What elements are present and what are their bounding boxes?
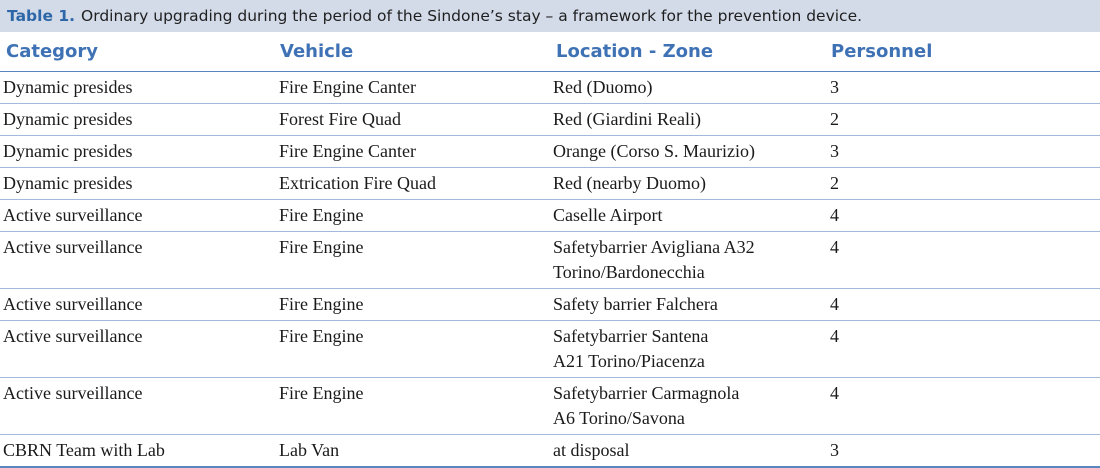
cell-personnel: 4 — [825, 289, 1100, 321]
cell-category: Active surveillance — [0, 321, 274, 378]
cell-vehicle: Fire Engine — [274, 289, 550, 321]
cell-vehicle: Lab Van — [274, 435, 550, 468]
cell-personnel: 2 — [825, 168, 1100, 200]
cell-vehicle: Fire Engine — [274, 378, 550, 435]
table-caption — [0, 0, 1100, 32]
cell-category: CBRN Team with Lab — [0, 435, 274, 468]
cell-personnel: 4 — [825, 200, 1100, 232]
cell-vehicle: Fire Engine Canter — [274, 136, 550, 168]
cell-vehicle: Fire Engine — [274, 321, 550, 378]
cell-vehicle: Extrication Fire Quad — [274, 168, 550, 200]
cell-personnel: 3 — [825, 136, 1100, 168]
cell-zone: Red (Duomo) — [550, 72, 825, 104]
cell-category: Active surveillance — [0, 232, 274, 289]
cell-zone: Safety barrier Falchera — [550, 289, 825, 321]
cell-vehicle: Fire Engine Canter — [274, 72, 550, 104]
table-row — [0, 232, 1100, 289]
cell-zone: Safetybarrier Carmagnola A6 Torino/Savona — [550, 378, 825, 435]
cell-category: Dynamic presides — [0, 72, 274, 104]
caption-text: Ordinary upgrading during the period of the Sindone’s stay – a framework for the prevention device. — [81, 7, 863, 25]
table-row — [0, 378, 1100, 435]
header-category: Category — [0, 32, 274, 72]
header-location-zone: Location - Zone — [550, 32, 825, 72]
cell-personnel: 3 — [825, 435, 1100, 468]
cell-category: Dynamic presides — [0, 168, 274, 200]
cell-zone: Orange (Corso S. Maurizio) — [550, 136, 825, 168]
cell-zone: Safetybarrier Santena A21 Torino/Piacenza — [550, 321, 825, 378]
cell-vehicle: Fire Engine — [274, 200, 550, 232]
cell-zone: Red (Giardini Reali) — [550, 104, 825, 136]
cell-personnel: 4 — [825, 321, 1100, 378]
cell-personnel: 2 — [825, 104, 1100, 136]
cell-category: Active surveillance — [0, 378, 274, 435]
cell-zone: Safetybarrier Avigliana A32 Torino/Bardonecchia — [550, 232, 825, 289]
table-row — [0, 136, 1100, 168]
cell-zone: Red (nearby Duomo) — [550, 168, 825, 200]
header-personnel: Personnel — [825, 32, 1100, 72]
table-label: Table 1. — [7, 7, 76, 25]
cell-personnel: 3 — [825, 72, 1100, 104]
cell-personnel: 4 — [825, 232, 1100, 289]
table-row — [0, 104, 1100, 136]
cell-zone: Caselle Airport — [550, 200, 825, 232]
table-row — [0, 321, 1100, 378]
cell-zone: at disposal — [550, 435, 825, 468]
cell-category: Dynamic presides — [0, 136, 274, 168]
cell-vehicle: Fire Engine — [274, 232, 550, 289]
header-row — [0, 32, 1100, 72]
table-row — [0, 289, 1100, 321]
header-vehicle: Vehicle — [274, 32, 550, 72]
cell-category: Active surveillance — [0, 200, 274, 232]
cell-category: Active surveillance — [0, 289, 274, 321]
table-row — [0, 168, 1100, 200]
cell-vehicle: Forest Fire Quad — [274, 104, 550, 136]
cell-personnel: 4 — [825, 378, 1100, 435]
table-row — [0, 72, 1100, 104]
table-row — [0, 200, 1100, 232]
table-row — [0, 435, 1100, 468]
cell-category: Dynamic presides — [0, 104, 274, 136]
personnel-table — [0, 32, 1100, 468]
